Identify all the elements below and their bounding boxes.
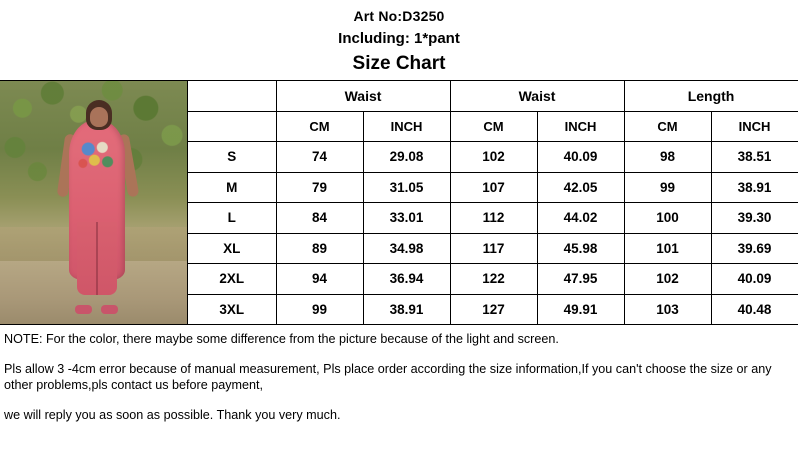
waist2-inch: 45.98 [537,233,624,264]
unit-header-waist2-inch: INCH [537,111,624,142]
chart-area [0,80,798,325]
length-cm: 98 [624,142,711,173]
unit-header-length-cm: CM [624,111,711,142]
waist2-cm: 117 [450,233,537,264]
waist1-cm: 89 [276,233,363,264]
size-label: L [188,203,276,234]
length-inch: 38.51 [711,142,798,173]
waist1-cm: 79 [276,172,363,203]
length-cm: 99 [624,172,711,203]
group-header-waist-2: Waist [450,81,624,111]
waist1-inch: 29.08 [363,142,450,173]
model-face [90,107,108,127]
waist2-inch: 44.02 [537,203,624,234]
waist1-cm: 84 [276,203,363,234]
model-floral-print [75,137,119,177]
unit-header-waist1-cm: CM [276,111,363,142]
length-inch: 39.30 [711,203,798,234]
note-color: NOTE: For the color, there maybe some difference from the picture because of the light and screen. [4,332,559,346]
size-label: 2XL [188,264,276,295]
waist1-cm: 94 [276,264,363,295]
waist2-inch: 47.95 [537,264,624,295]
group-header-length: Length [624,81,798,111]
model-shoe-right [101,305,118,314]
table-row [188,203,798,234]
waist1-inch: 34.98 [363,233,450,264]
length-cm: 102 [624,264,711,295]
waist2-inch: 40.09 [537,142,624,173]
size-chart-table [188,81,798,325]
notes-section [0,325,798,423]
photo-background [0,81,187,324]
waist2-cm: 112 [450,203,537,234]
unit-header-waist1-inch: INCH [363,111,450,142]
group-header-blank [188,81,276,111]
product-photo [0,81,188,325]
waist1-inch: 33.01 [363,203,450,234]
table-row [188,172,798,203]
length-inch: 40.09 [711,264,798,295]
waist2-inch: 42.05 [537,172,624,203]
waist1-inch: 36.94 [363,264,450,295]
waist1-inch: 31.05 [363,172,450,203]
table-unit-header-row [188,111,798,142]
unit-header-waist2-cm: CM [450,111,537,142]
waist2-cm: 122 [450,264,537,295]
length-cm: 103 [624,294,711,325]
length-cm: 100 [624,203,711,234]
length-inch: 40.48 [711,294,798,325]
note-reply: we will reply you as soon as possible. Thank you very much. [4,408,341,423]
waist1-inch: 38.91 [363,294,450,325]
group-header-waist-1: Waist [276,81,450,111]
table-row [188,294,798,325]
table-row [188,264,798,295]
model-pant-legs [77,222,117,295]
waist2-inch: 49.91 [537,294,624,325]
length-cm: 101 [624,233,711,264]
unit-header-blank [188,111,276,142]
leg-split-line [96,222,98,295]
note-measurement: Pls allow 3 -4cm error because of manual measurement, Pls place order according the size information,If you can't choose the size or any other problems,pls contact us before payment, [4,362,772,393]
length-inch: 39.69 [711,233,798,264]
size-label: XL [188,233,276,264]
unit-header-length-inch: INCH [711,111,798,142]
size-label: 3XL [188,294,276,325]
size-label: M [188,172,276,203]
table-group-header-row [188,81,798,111]
waist2-cm: 107 [450,172,537,203]
page-title: Size Chart [352,53,446,74]
waist2-cm: 127 [450,294,537,325]
model-head [86,100,112,130]
waist1-cm: 74 [276,142,363,173]
waist2-cm: 102 [450,142,537,173]
model-shoe-left [75,305,92,314]
art-no-heading: Art No:D3250 [353,8,445,24]
size-label: S [188,142,276,173]
including-heading: Including: 1*pant [338,30,460,47]
waist1-cm: 99 [276,294,363,325]
table-row [188,142,798,173]
length-inch: 38.91 [711,172,798,203]
table-row [188,233,798,264]
